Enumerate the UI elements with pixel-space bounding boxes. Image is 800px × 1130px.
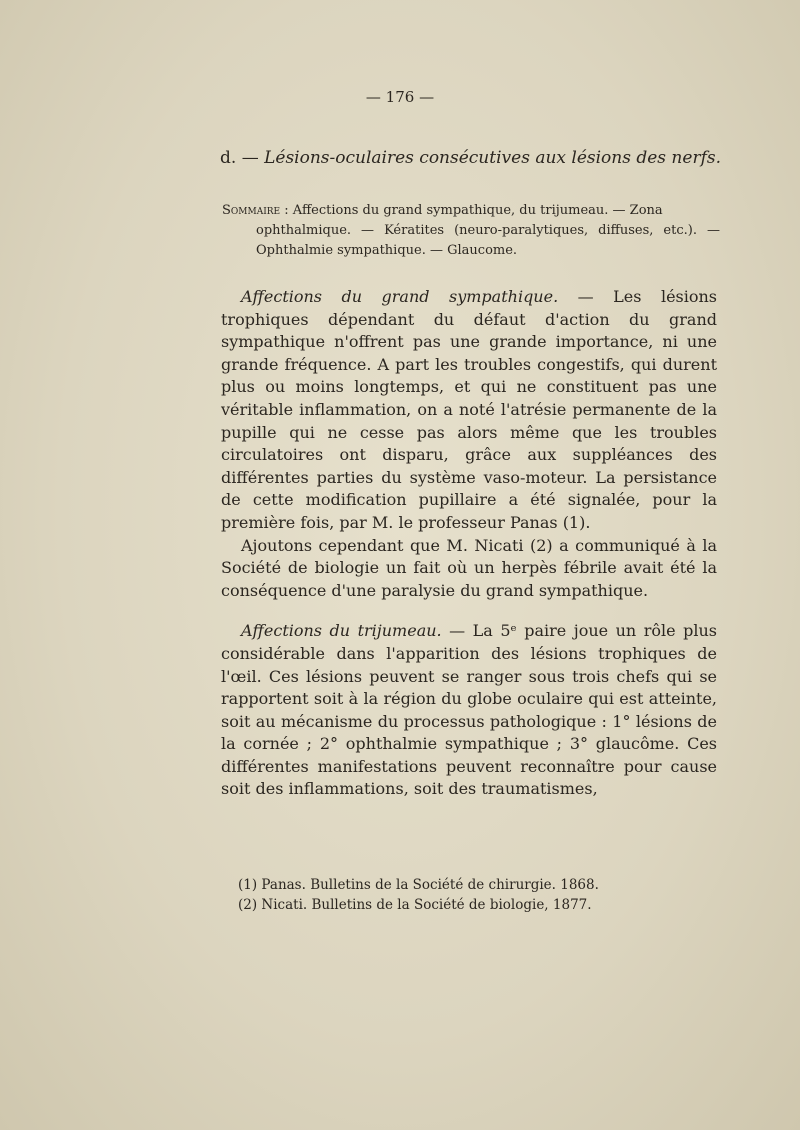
page-number: — 176 — bbox=[365, 88, 435, 106]
paragraph-text: — La 5ᵉ paire joue un rôle plus considérable dans l'apparition des lésions trophiques de l'œil. Ces lésions peuvent se ranger sous trois chefs qui se rapportent soit à la région du globe oculaire qui est atteinte, soit au mécanisme du processus pathologique : 1° lésions de la cornée ; 2° ophthalmie sympathique ; 3° glaucôme. Ces différentes manifestations peuvent reconnaître pour cause soit des inflammations, soit des traumatismes, bbox=[221, 621, 717, 799]
section-heading bbox=[220, 148, 740, 168]
summary-continuation: ophthalmique. — Kératites (neuro-paralytiques, diffuses, etc.). — Ophthalmie sympathique. — Glaucome. bbox=[256, 223, 720, 258]
paragraph-grand-sympathique bbox=[221, 286, 717, 535]
body-text bbox=[221, 286, 717, 801]
section-letter: d. — bbox=[220, 148, 259, 168]
footnote-2: (2) Nicati. Bulletins de la Société de biologie, 1877. bbox=[238, 897, 592, 913]
section-title: Lésions-oculaires consécutives aux lésions des nerfs. bbox=[264, 148, 721, 168]
paragraph-subhead: Affections du grand sympathique. bbox=[241, 287, 559, 306]
summary-label: Sommaire : bbox=[222, 203, 289, 218]
footnote-1: (1) Panas. Bulletins de la Société de chirurgie. 1868. bbox=[238, 877, 599, 893]
paragraph-text: Ajoutons cependant que M. Nicati (2) a communiqué à la Société de biologie un fait où un herpès fébrile avait été la conséquence d'une paralysie du grand sympathique. bbox=[221, 535, 717, 600]
paragraph-subhead: Affections du trijumeau. bbox=[241, 621, 442, 641]
footnotes bbox=[238, 875, 698, 915]
summary-block bbox=[222, 201, 720, 261]
paragraph-nicati bbox=[221, 535, 717, 603]
paragraph-text: — Les lésions trophiques dépendant du défaut d'action du grand sympathique n'offrent pas une grande importance, ni une grande fréquence. A part les troubles congestifs, qui durent plus ou moins longtemps, et qui ne constituent pas une véritable inflammation, on a noté l'atrésie permanente de la pupille qui ne cesse pas alors même que les troubles circulatoires ont disparu, grâce aux suppléances des différentes parties du système vaso-moteur. La persistance de cette modification pupillaire a été signalée, pour la première fois, par M. le professeur Panas (1). bbox=[221, 287, 718, 532]
paragraph-trijumeau bbox=[221, 620, 717, 801]
summary-first-line: Affections du grand sympathique, du trijumeau. — Zona bbox=[292, 203, 663, 218]
